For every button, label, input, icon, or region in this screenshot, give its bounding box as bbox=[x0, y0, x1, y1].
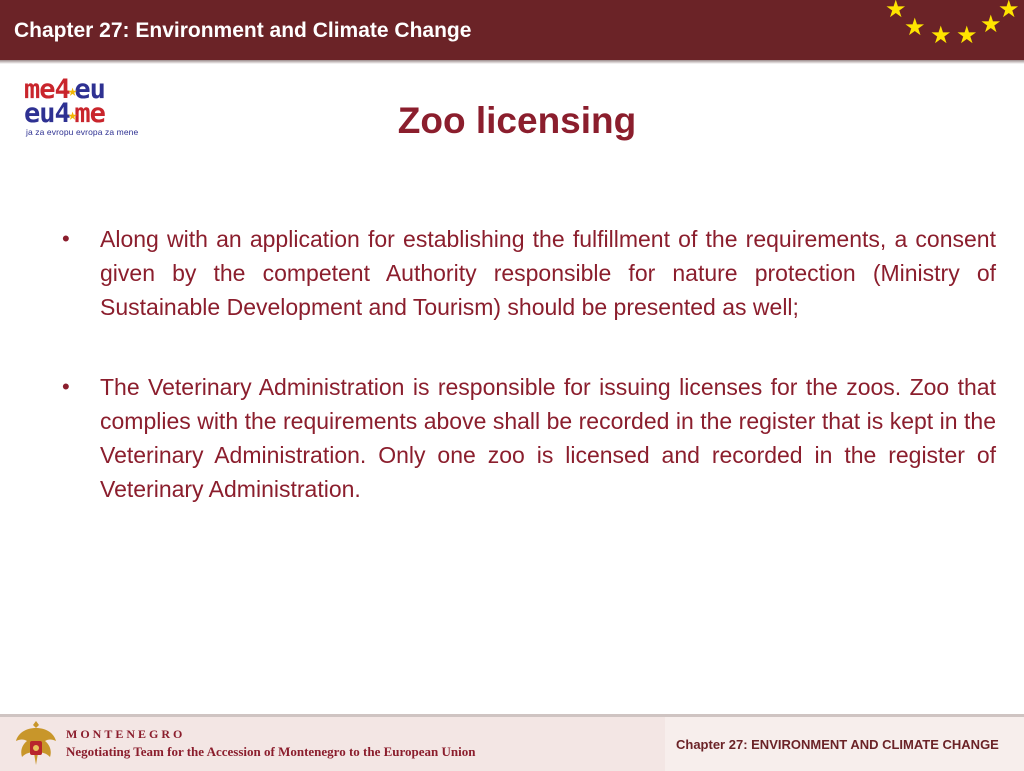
logo-line-2: eu4★me bbox=[24, 98, 105, 129]
header-shadow bbox=[0, 60, 1024, 64]
bullet-text: Along with an application for establishing the fulfillment of the requirements, a consent given by the competent Authority responsible for nature protection (Ministry of Sustainable Development and Tourism) should be presented as well; bbox=[100, 226, 996, 320]
logo-star-icon: ★ bbox=[67, 105, 77, 124]
footer-chapter: Chapter 27: ENVIRONMENT AND CLIMATE CHANGE bbox=[676, 737, 999, 752]
bullet-icon: • bbox=[62, 226, 70, 251]
footer-bar bbox=[0, 714, 1024, 771]
chapter-title: Chapter 27: Environment and Climate Change bbox=[14, 19, 472, 42]
header-bar bbox=[0, 0, 1024, 60]
montenegro-coat-of-arms-icon bbox=[12, 719, 60, 769]
bullet-item bbox=[62, 370, 996, 506]
logo-tagline: ja za evropu evropa za mene bbox=[26, 127, 139, 137]
footer-country: MONTENEGRO bbox=[66, 727, 186, 741]
bullet-icon: • bbox=[62, 374, 70, 399]
bullet-item bbox=[62, 222, 996, 324]
footer-team: Negotiating Team for the Accession of Montenegro to the European Union bbox=[66, 744, 476, 759]
eu-stars-icon: ★ ★ ★ ★ ★ ★ bbox=[885, 0, 1020, 49]
bullet-list bbox=[62, 222, 996, 506]
bullet-text: The Veterinary Administration is responsible for issuing licenses for the zoos. Zoo that complies with the requirements above shall be recorded in the register that is kept in the Veterinary Administration. Only one zoo is licensed and recorded in the register of Veterinary Administration. bbox=[100, 374, 996, 502]
logo-star-icon: ★ bbox=[67, 81, 77, 100]
logo-line-1: me4★eu bbox=[24, 74, 105, 105]
slide-title: Zoo licensing bbox=[397, 100, 637, 141]
